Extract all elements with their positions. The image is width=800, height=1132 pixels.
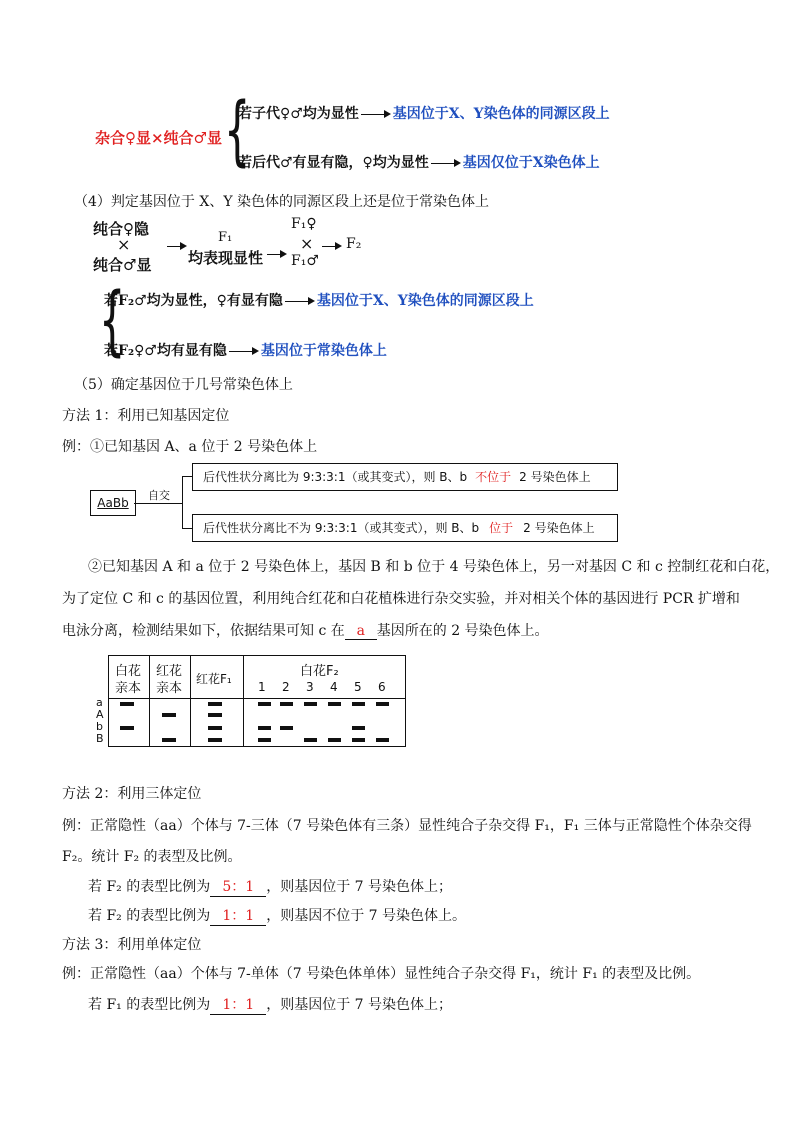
method2-heading: 方法 2：利用三体定位 <box>62 786 202 802</box>
result-box-2 <box>192 514 618 542</box>
connector-line <box>182 528 192 529</box>
s4-result1: 基因位于X、Y染色体的同源区段上 <box>316 293 534 309</box>
xy-case2-text: 若后代♂有显有隐，♀均为显性 <box>238 155 429 171</box>
gel-col4: 白花F₂ <box>300 664 339 679</box>
row-label: B <box>96 732 104 745</box>
s4-f1-desc: 均表现显性 <box>188 249 264 267</box>
arrow-icon <box>285 296 315 306</box>
m2-case2-answer: 1：1 <box>222 908 255 924</box>
box1-answer: 不位于 <box>475 470 512 484</box>
m2-case1-blank <box>210 876 266 897</box>
xy-result2: 基因仅位于X染色体上 <box>462 155 600 171</box>
gel-band <box>376 738 389 742</box>
gel-band <box>328 738 341 742</box>
m3-case1-post: ，则基因位于 7 号染色体上； <box>266 997 453 1013</box>
gel-header-line <box>108 698 405 699</box>
gel-band <box>376 702 389 706</box>
row-label: a <box>96 696 103 709</box>
lane-label: 2 <box>282 680 290 694</box>
gel-band <box>258 702 271 706</box>
gel-col2-l1: 红花 <box>156 664 183 679</box>
s4-f1-label: F₁ <box>218 230 233 245</box>
gel-col3: 红花F₁ <box>196 672 232 686</box>
xy-case1 <box>238 103 610 123</box>
gel-col-divider <box>190 655 191 746</box>
s4-case2 <box>104 340 387 360</box>
section5-heading: （5）确定基因位于几号常染色体上 <box>74 377 293 393</box>
gel-band <box>304 702 317 706</box>
gel-col2-l2: 亲本 <box>156 681 183 696</box>
gel-band <box>120 702 134 706</box>
gel-band <box>208 726 222 730</box>
m2-case2-post: ，则基因不位于 7 号染色体上。 <box>266 908 467 924</box>
box1-post: 2 号染色体上 <box>519 470 591 484</box>
gel-band <box>258 738 271 742</box>
box2-pre: 后代性状分离比不为 9:3:3:1（或其变式），则 B、b <box>203 521 480 535</box>
gel-col-divider <box>149 655 150 746</box>
gel-lanes <box>258 680 402 694</box>
box1-answer-blank <box>467 464 519 491</box>
xy-case2 <box>238 152 600 172</box>
s4-f1-female: F₁♀ <box>291 216 317 232</box>
example1-text: 例：①已知基因 A、a 位于 2 号染色体上 <box>62 439 318 455</box>
arrow-icon <box>229 346 259 356</box>
gel-col1-l2: 亲本 <box>115 681 142 696</box>
lane-label: 3 <box>306 680 314 694</box>
method3-heading: 方法 3：利用单体定位 <box>62 937 202 953</box>
gel-band <box>120 726 134 730</box>
genotype-box: AaBb <box>90 490 136 516</box>
gel-band <box>352 726 365 730</box>
gel-band <box>280 726 293 730</box>
brace-icon: { <box>223 85 251 174</box>
gel-band <box>352 702 365 706</box>
m2-case2-pre: 若 F₂ 的表型比例为 <box>88 908 211 924</box>
xy-result1: 基因位于X、Y染色体的同源区段上 <box>392 106 610 122</box>
box1-pre: 后代性状分离比为 9:3:3:1（或其变式），则 B、b <box>203 470 468 484</box>
method1-heading: 方法 1：利用已知基因定位 <box>62 408 230 424</box>
gel-band <box>208 702 222 706</box>
box2-answer-blank <box>479 515 523 542</box>
para2-line3-post: 基因所在的 2 号染色体上。 <box>376 623 549 639</box>
example2-line1: 例：正常隐性（aa）个体与 7-三体（7 号染色体有三条）显性纯合子杂交得 F₁，F₁ 三体与正常隐性个体杂交得 <box>62 818 752 834</box>
lane-label: 5 <box>354 680 362 694</box>
m2-case1-answer: 5：1 <box>222 879 255 895</box>
xy-case1-text: 若子代♀♂均为显性 <box>238 106 359 122</box>
arrow-icon <box>267 249 287 259</box>
selfing-label: 自交 <box>148 489 170 502</box>
s4-case2-text: 若F₂♀♂均有显有隐 <box>104 343 227 359</box>
lane-label: 6 <box>378 680 386 694</box>
example3-line1: 例：正常隐性（aa）个体与 7-单体（7 号染色体单体）显性纯合子杂交得 F₁，统计 F₁ 的表型及比例。 <box>62 966 701 982</box>
section4-heading: （4）判定基因位于 X、Y 染色体的同源区段上还是位于常染色体上 <box>74 194 490 210</box>
arrow-icon <box>322 241 342 251</box>
arrow-icon <box>361 109 391 119</box>
para2-answer: a <box>356 623 365 639</box>
brace-icon: { <box>98 275 126 364</box>
m2-case1-post: ，则基因位于 7 号染色体上； <box>266 879 453 895</box>
m2-case2 <box>88 905 466 926</box>
s4-result2: 基因位于常染色体上 <box>260 343 387 359</box>
s4-f1-male: F₁♂ <box>291 253 319 269</box>
connector-line <box>182 476 192 477</box>
s4-case1 <box>104 290 534 310</box>
para2-line2: 为了定位 C 和 c 的基因位置，利用纯合红花和白花植株进行杂交实验，并对相关个体的基因进行 PCR 扩增和 <box>62 591 740 607</box>
m2-case1 <box>88 876 452 897</box>
s4-f2: F₂ <box>346 236 362 252</box>
gel-band <box>328 702 341 706</box>
gel-frame <box>108 655 406 747</box>
lane-label: 1 <box>258 680 266 694</box>
s4-times: × <box>117 235 131 254</box>
s4-case1-text: 若F₂♂均为显性，♀有显有隐 <box>104 293 283 309</box>
arrow-icon <box>431 158 461 168</box>
gel-band <box>162 738 176 742</box>
s4-parent2: 纯合♂显 <box>93 256 152 274</box>
box2-answer: 位于 <box>489 521 514 535</box>
result-box-1 <box>192 463 618 491</box>
box2-post: 2 号染色体上 <box>523 521 595 535</box>
para2-line3 <box>62 620 549 640</box>
para2-line3-pre: 电泳分离，检测结果如下，依据结果可知 c 在 <box>62 623 345 639</box>
xy-cross-label: 杂合♀显×纯合♂显 <box>95 129 222 147</box>
row-label: A <box>96 708 104 721</box>
gel-col1-l1: 白花 <box>115 664 142 679</box>
gel-band <box>304 738 317 742</box>
m3-case1-answer: 1：1 <box>222 997 255 1013</box>
connector-vline <box>182 476 183 528</box>
para2-line1: ②已知基因 A 和 a 位于 2 号染色体上，基因 B 和 b 位于 4 号染色体上，另一对基因 C 和 c 控制红花和白花， <box>88 559 780 575</box>
m3-case1 <box>88 994 452 1015</box>
gel-col-divider <box>243 655 244 746</box>
row-label: b <box>96 720 103 733</box>
gel-band <box>208 738 222 742</box>
gel-row-labels <box>96 697 104 745</box>
gel-band <box>162 713 176 717</box>
gel-band <box>280 702 293 706</box>
para2-answer-blank <box>345 623 377 640</box>
m2-case2-blank <box>210 905 266 926</box>
lane-label: 4 <box>330 680 338 694</box>
connector-line <box>134 503 182 504</box>
arrow-icon <box>167 241 187 251</box>
example2-line2: F₂。统计 F₂ 的表型及比例。 <box>62 849 242 865</box>
s4-parent1: 纯合♀隐 <box>93 220 149 238</box>
gel-band <box>352 738 365 742</box>
gel-band <box>208 713 222 717</box>
m3-case1-pre: 若 F₁ 的表型比例为 <box>88 997 211 1013</box>
gel-band <box>258 726 271 730</box>
m3-case1-blank <box>210 994 266 1015</box>
m2-case1-pre: 若 F₂ 的表型比例为 <box>88 879 211 895</box>
s4-times2: × <box>300 234 314 253</box>
